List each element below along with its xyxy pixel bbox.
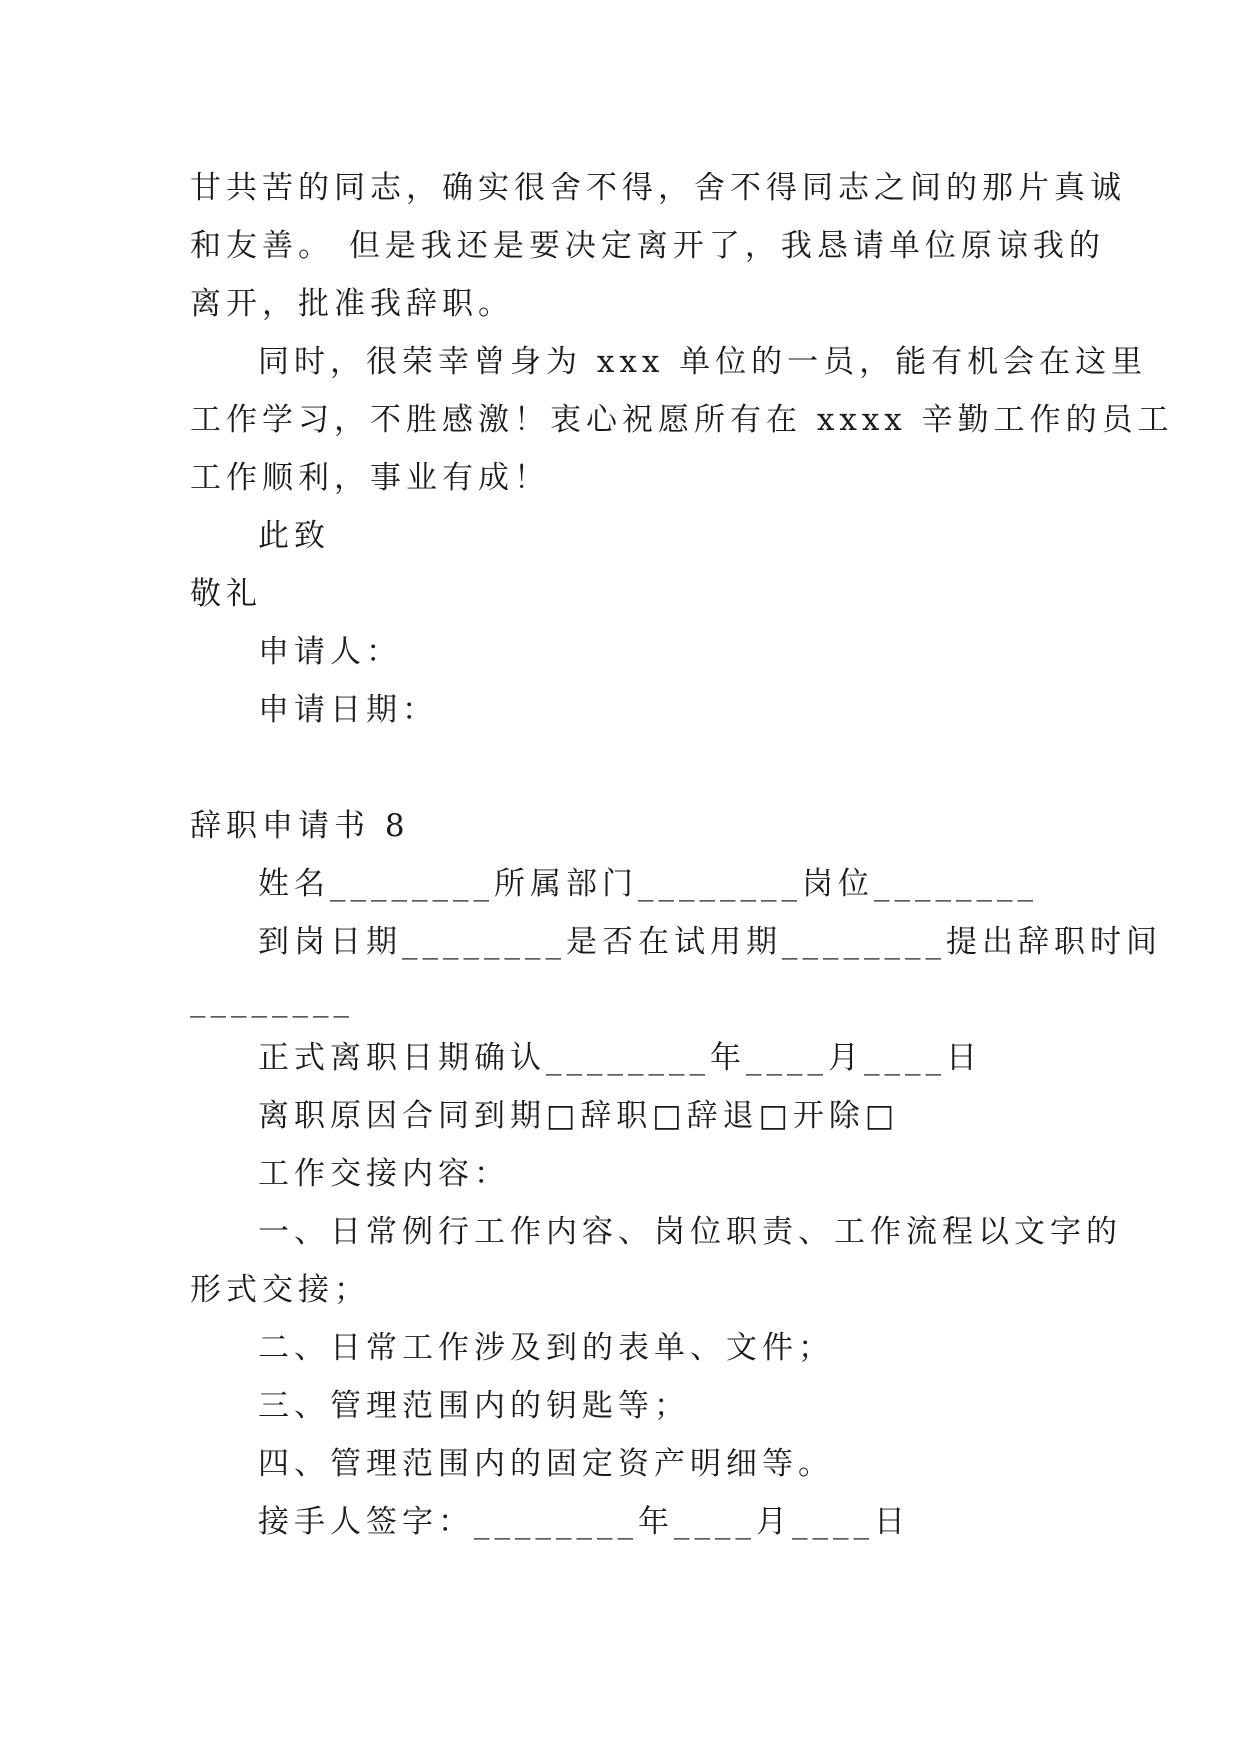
paragraph-line: 同时，很荣幸曾身为 xxx 单位的一员，能有机会在这里: [258, 344, 1148, 380]
handover-item: 四、管理范围内的固定资产明细等。: [258, 1446, 834, 1482]
application-date-label: 申请日期：: [258, 692, 438, 728]
paragraph-line: 甘共苦的同志，确实很舍不得，舍不得同志之间的那片真诚: [190, 170, 1126, 206]
handover-item: 三、管理范围内的钥匙等；: [258, 1388, 690, 1424]
paragraph-line: 离开，批准我辞职。: [190, 286, 514, 322]
handover-item: 一、日常例行工作内容、岗位职责、工作流程以文字的: [258, 1214, 1122, 1250]
applicant-label: 申请人：: [258, 634, 402, 670]
form-row-dates: 到岗日期________是否在试用期________提出辞职时间: [258, 924, 1162, 960]
form-title: 辞职申请书 8: [190, 808, 410, 844]
handover-title: 工作交接内容：: [258, 1156, 510, 1192]
handover-item: 二、日常工作涉及到的表单、文件；: [258, 1330, 834, 1366]
handover-item-cont: 形式交接；: [190, 1272, 370, 1308]
salutation: 此致: [258, 518, 330, 554]
closing: 敬礼: [190, 576, 262, 612]
paragraph-line: 工作顺利，事业有成！: [190, 460, 550, 496]
form-row-leave-date: 正式离职日期确认________年____月____日: [258, 1040, 982, 1076]
paragraph-line: 和友善。 但是我还是要决定离开了，我恳请单位原谅我的: [190, 228, 1105, 264]
paragraph-line: 工作学习，不胜感激！衷心祝愿所有在 xxxx 辛勤工作的员工: [190, 402, 1174, 438]
form-row-dates-cont: ________: [190, 982, 354, 1018]
form-row-reason: 离职原因合同到期□辞职□辞退□开除□: [258, 1098, 900, 1134]
signature-line: 接手人签字：________年____月____日: [258, 1504, 910, 1540]
form-row-name: 姓名________所属部门________岗位________: [258, 866, 1038, 902]
